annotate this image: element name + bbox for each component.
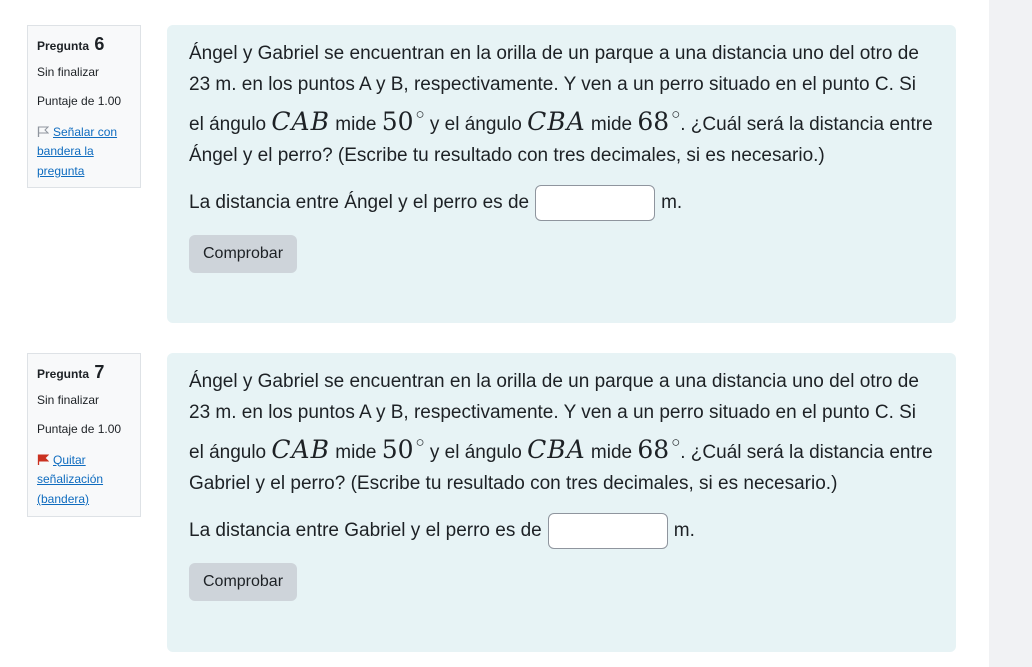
answer-input[interactable] [535, 185, 655, 221]
angle-cba: CBA [527, 435, 586, 464]
degree-symbol: ○ [415, 106, 425, 123]
answer-line: La distancia entre Ángel y el perro es de m. [189, 185, 934, 221]
question-status: Sin finalizar [37, 392, 100, 407]
question-grade: Puntaje de 1.00 [37, 93, 122, 108]
degree-symbol: ○ [671, 106, 681, 123]
flag-question-link[interactable]: Señalar con bandera la pregunta [37, 124, 118, 179]
angle-cab: CAB [271, 435, 330, 464]
question-info-7 [27, 353, 141, 517]
question-info-6 [27, 25, 141, 188]
flag-outline-icon [37, 126, 49, 137]
angle-value: 50 [381, 435, 414, 464]
answer-input[interactable] [548, 513, 668, 549]
question-number: Pregunta 6 [37, 34, 105, 54]
right-gutter [989, 0, 1032, 667]
flag-filled-icon [37, 454, 49, 465]
angle-cab: CAB [271, 107, 330, 136]
question-number: Pregunta 7 [37, 362, 105, 382]
angle-value: 68 [637, 435, 670, 464]
question-grade: Puntaje de 1.00 [37, 421, 122, 436]
question-text: Ángel y Gabriel se encuentran en la orilla de un parque a una distancia uno del otro de 23 m. en los puntos A y B, respectivamente. Y ven a un perro situado en el punto C. Si el ángulo CAB mide 50 ○ y el ángulo CBA mide 68 ○. ¿Cuál será la distancia entre Gabriel y el perro? (Escribe tu resultado con tres decimales, si es necesario.) [189, 371, 933, 494]
angle-cba: CBA [527, 107, 586, 136]
check-button[interactable]: Comprobar [189, 235, 297, 273]
answer-line: La distancia entre Gabriel y el perro es de m. [189, 513, 934, 549]
remove-flag-link[interactable]: Quitar señalización (bandera) [37, 452, 104, 507]
degree-symbol: ○ [671, 434, 681, 451]
degree-symbol: ○ [415, 434, 425, 451]
question-text: Ángel y Gabriel se encuentran en la orilla de un parque a una distancia uno del otro de 23 m. en los puntos A y B, respectivamente. Y ven a un perro situado en el punto C. Si el ángulo CAB mide 50 ○ y el ángulo CBA mide 68 ○. ¿Cuál será la distancia entre Ángel y el perro? (Escribe tu resultado con tres decimales, si es necesario.) [189, 43, 933, 166]
question-status: Sin finalizar [37, 64, 100, 79]
question-content-7 [167, 353, 956, 652]
angle-value: 50 [381, 107, 414, 136]
question-content-6 [167, 25, 956, 323]
check-button[interactable]: Comprobar [189, 563, 297, 601]
angle-value: 68 [637, 107, 670, 136]
